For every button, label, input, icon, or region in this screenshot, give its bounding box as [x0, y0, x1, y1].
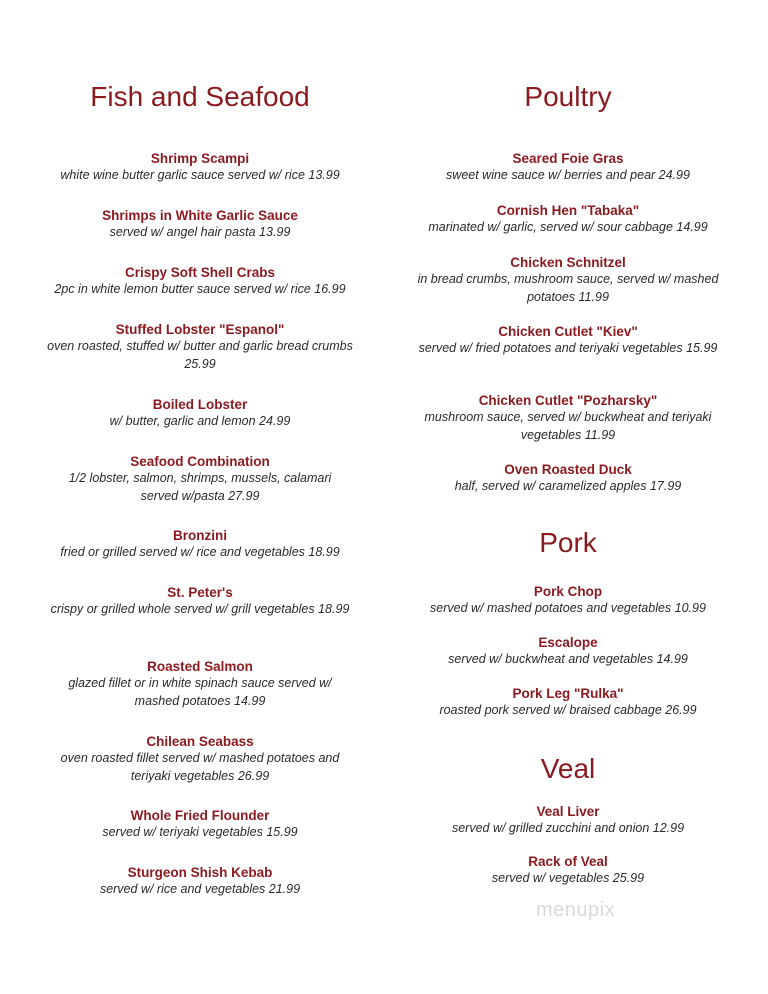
item-desc: half, served w/ caramelized apples 17.99	[454, 479, 682, 493]
item-name: Pork Chop	[533, 584, 603, 599]
section-title-veal: Veal	[540, 753, 596, 784]
menu-item	[400, 685, 736, 720]
menu-item	[400, 803, 736, 838]
item-name: Pork Leg "Rulka"	[512, 686, 624, 701]
item-desc: mushroom sauce, served w/ buckwheat and teriyaki vegetables 11.99	[424, 410, 712, 442]
item-name: Shrimps in White Garlic Sauce	[102, 208, 298, 223]
item-desc: served w/ angel hair pasta 13.99	[109, 225, 291, 239]
item-name: Crispy Soft Shell Crabs	[124, 265, 276, 280]
item-name: Sturgeon Shish Kebab	[127, 865, 273, 880]
item-desc: roasted pork served w/ braised cabbage 26.99	[439, 703, 697, 717]
item-name: St. Peter's	[167, 585, 233, 600]
item-desc: served w/ rice and vegetables 21.99	[99, 882, 301, 896]
item-name: Chicken Cutlet "Kiev"	[498, 324, 638, 339]
menu-item	[400, 392, 736, 444]
item-name: Rack of Veal	[528, 854, 608, 869]
menu-item	[0, 264, 400, 299]
menu-item	[0, 584, 400, 619]
item-desc: fried or grilled served w/ rice and vegetables 18.99	[60, 545, 340, 559]
item-desc: crispy or grilled whole served w/ grill vegetables 18.99	[50, 602, 350, 616]
item-desc: 1/2 lobster, salmon, shrimps, mussels, calamari served w/pasta 27.99	[68, 471, 332, 503]
item-name: Whole Fried Flounder	[130, 808, 270, 823]
item-desc: sweet wine sauce w/ berries and pear 24.99	[446, 168, 690, 182]
menu-item	[0, 733, 400, 785]
item-desc: w/ butter, garlic and lemon 24.99	[109, 414, 291, 428]
item-name: Bronzini	[173, 528, 227, 543]
item-desc: marinated w/ garlic, served w/ sour cabbage 14.99	[428, 220, 708, 234]
menu-item	[0, 207, 400, 242]
item-desc: glazed fillet or in white spinach sauce served w/ mashed potatoes 14.99	[68, 676, 332, 708]
item-desc: in bread crumbs, mushroom sauce, served w/ mashed potatoes 11.99	[417, 272, 719, 304]
item-name: Seafood Combination	[130, 454, 270, 469]
item-name: Shrimp Scampi	[150, 151, 250, 166]
menu-item	[400, 254, 736, 306]
menu-item	[0, 453, 400, 505]
item-desc: served w/ teriyaki vegetables 15.99	[102, 825, 298, 839]
menu-item	[400, 150, 736, 185]
item-desc: served w/ buckwheat and vegetables 14.99	[448, 652, 688, 666]
item-desc: served w/ mashed potatoes and vegetables 10.99	[430, 601, 706, 615]
menu-item	[400, 853, 736, 888]
menu-item	[0, 150, 400, 185]
section-title-poultry: Poultry	[524, 81, 612, 112]
item-desc: oven roasted fillet served w/ mashed potatoes and teriyaki vegetables 26.99	[60, 751, 340, 783]
item-desc: served w/ vegetables 25.99	[491, 871, 645, 885]
item-name: Stuffed Lobster "Espanol"	[115, 322, 285, 337]
menu-item	[400, 461, 736, 496]
item-name: Veal Liver	[536, 804, 600, 819]
item-desc: 2pc in white lemon butter sauce served w/ rice 16.99	[54, 282, 346, 296]
section-title-pork: Pork	[539, 527, 597, 558]
menu-item	[0, 396, 400, 431]
item-name: Seared Foie Gras	[512, 151, 624, 166]
menu-item	[400, 583, 736, 618]
item-desc: served w/ grilled zucchini and onion 12.99	[451, 821, 685, 835]
menu-item	[400, 634, 736, 669]
menu-item	[0, 321, 400, 373]
item-desc: oven roasted, stuffed w/ butter and garlic bread crumbs 25.99	[47, 339, 353, 371]
menu-item	[0, 658, 400, 710]
menu-item	[0, 864, 400, 899]
item-name: Oven Roasted Duck	[504, 462, 632, 477]
section-title-fish: Fish and Seafood	[90, 81, 310, 112]
menu-item	[0, 527, 400, 562]
menu-item	[400, 323, 736, 358]
item-name: Roasted Salmon	[147, 659, 253, 674]
item-name: Cornish Hen "Tabaka"	[496, 203, 640, 218]
item-name: Boiled Lobster	[152, 397, 248, 412]
item-name: Chicken Schnitzel	[510, 255, 626, 270]
item-desc: served w/ fried potatoes and teriyaki vegetables 15.99	[418, 341, 718, 355]
menu-item	[400, 202, 736, 237]
item-name: Escalope	[538, 635, 598, 650]
item-name: Chicken Cutlet "Pozharsky"	[478, 393, 658, 408]
menupix-watermark: menupix	[536, 899, 616, 921]
menu-item	[0, 807, 400, 842]
item-name: Chilean Seabass	[146, 734, 254, 749]
item-desc: white wine butter garlic sauce served w/ rice 13.99	[60, 168, 340, 182]
